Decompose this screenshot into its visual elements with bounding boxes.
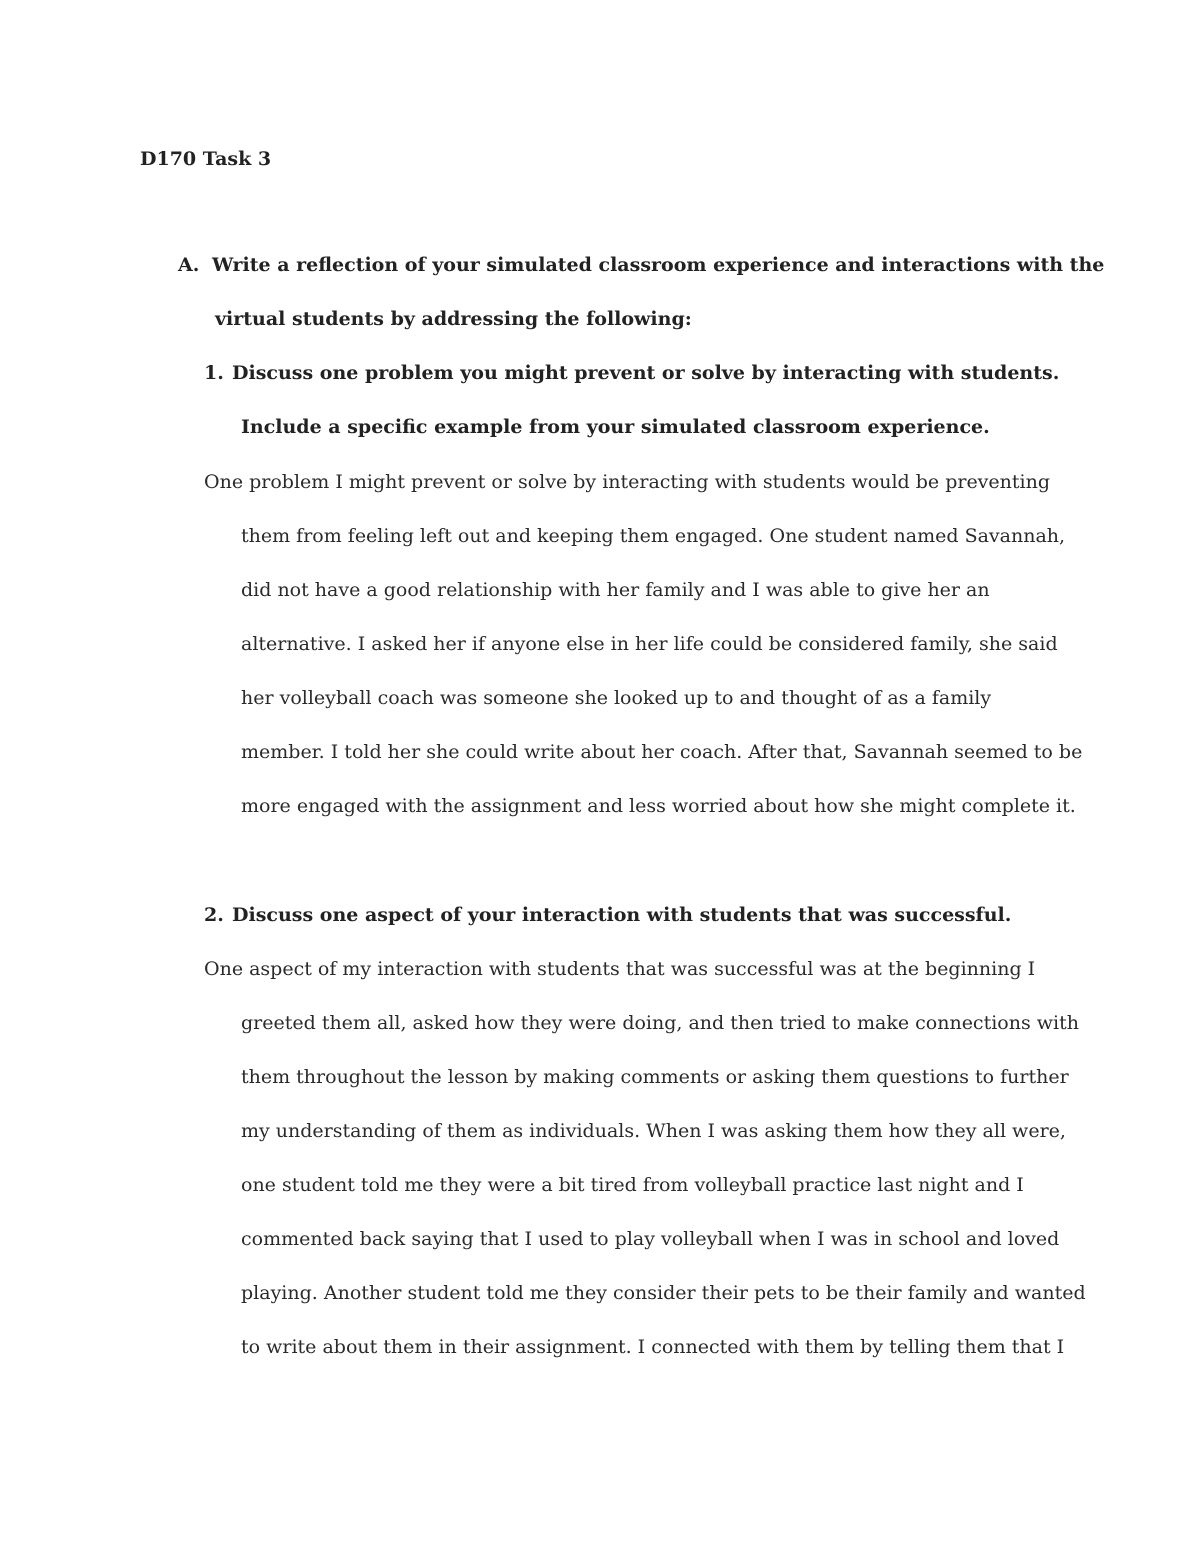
- item-1-prompt-text-1: Discuss one problem you might prevent or solve by interacting with students.: [232, 362, 1060, 384]
- section-a-prompt-line-1: [178, 252, 1104, 278]
- item-2-response-line: commented back saying that I used to play volleyball when I was in school and loved: [241, 1228, 1060, 1250]
- item-1-response-line: them from feeling left out and keeping them engaged. One student named Savannah,: [241, 525, 1066, 547]
- item-2-response-line: them throughout the lesson by making comments or asking them questions to further: [241, 1066, 1069, 1088]
- item-2-response-line: my understanding of them as individuals. When I was asking them how they all were,: [241, 1120, 1066, 1142]
- item-2-prompt-line-1: [204, 902, 1011, 928]
- item-2-response-line: greeted them all, asked how they were doing, and then tried to make connections with: [241, 1012, 1079, 1034]
- item-1-response-line: her volleyball coach was someone she looked up to and thought of as a family: [241, 687, 992, 709]
- item-1-response-line: more engaged with the assignment and less worried about how she might complete it.: [241, 795, 1076, 817]
- item-1-prompt-line-1: [204, 360, 1059, 386]
- section-a-prompt-line-2: virtual students by addressing the following:: [215, 308, 692, 330]
- item-2-prompt-text-1: Discuss one aspect of your interaction with students that was successful.: [232, 904, 1012, 926]
- section-a-label: A.: [178, 254, 200, 276]
- item-2-response-line: to write about them in their assignment. I connected with them by telling them that I: [241, 1336, 1065, 1358]
- item-2-response-line: playing. Another student told me they consider their pets to be their family and wanted: [241, 1282, 1086, 1304]
- item-1-label: 1.: [204, 362, 224, 384]
- item-1-prompt-line-2: Include a specific example from your simulated classroom experience.: [241, 416, 990, 438]
- item-1-response-line: One problem I might prevent or solve by interacting with students would be preventing: [204, 471, 1051, 493]
- item-2-response-line: one student told me they were a bit tired from volleyball practice last night and I: [241, 1174, 1024, 1196]
- item-1-response-line: alternative. I asked her if anyone else in her life could be considered family, she said: [241, 633, 1058, 655]
- item-2-label: 2.: [204, 904, 224, 926]
- item-1-response-line: member. I told her she could write about her coach. After that, Savannah seemed to be: [241, 741, 1083, 763]
- document-title: D170 Task 3: [140, 148, 272, 170]
- item-1-response-line: did not have a good relationship with her family and I was able to give her an: [241, 579, 990, 601]
- item-2-response-line: One aspect of my interaction with students that was successful was at the beginning I: [204, 958, 1036, 980]
- section-a-prompt-text-1: Write a reflection of your simulated classroom experience and interactions with the: [212, 254, 1105, 276]
